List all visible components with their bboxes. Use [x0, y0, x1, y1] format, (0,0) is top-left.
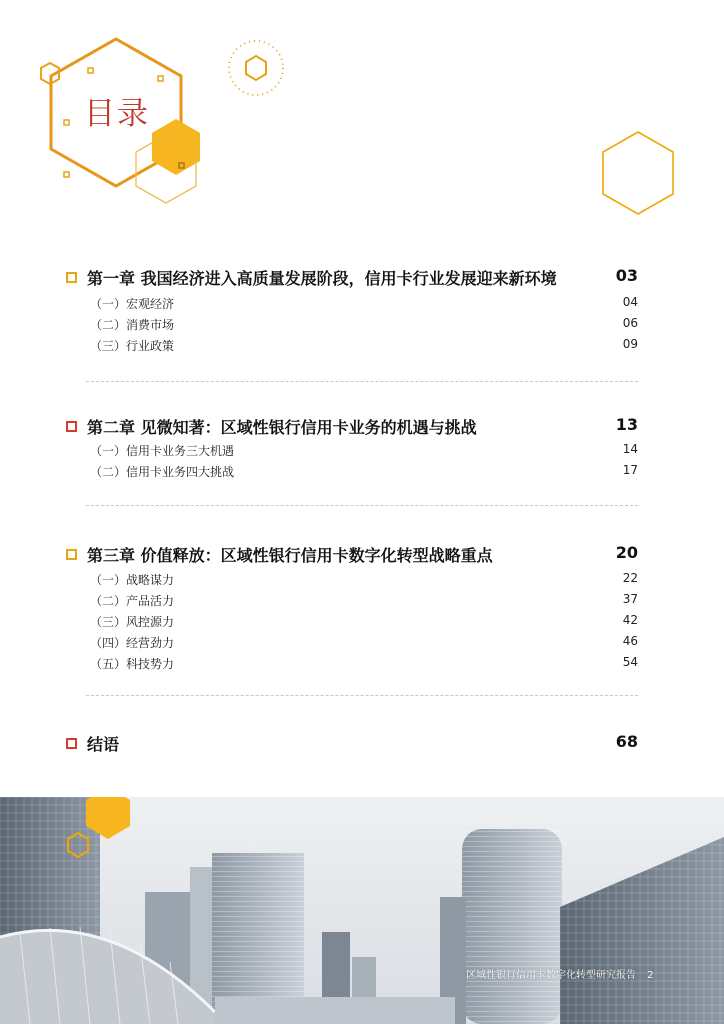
section-page-number: 37 — [622, 592, 638, 606]
section-page-number: 42 — [622, 613, 638, 627]
section-title: （四）经营劲力 — [90, 636, 175, 650]
toc-chapter-1 — [66, 266, 638, 356]
section-page-number: 14 — [622, 442, 638, 456]
hexagon-outline-icon — [603, 132, 673, 214]
toc-section-item[interactable] — [66, 569, 638, 590]
chapter-heading[interactable] — [66, 415, 638, 441]
chapter-title: 第二章 见微知著：区域性银行信用卡业务的机遇与挑战 — [87, 418, 477, 437]
toc-section-item[interactable] — [66, 611, 638, 632]
section-title: （三）风控源力 — [90, 615, 175, 629]
square-bullet-icon — [66, 738, 77, 749]
square-bullet-icon — [64, 172, 69, 177]
section-title: （三）行业政策 — [90, 339, 175, 353]
section-title: （一）信用卡业务三大机遇 — [90, 444, 235, 458]
chapter-page-number: 20 — [615, 543, 638, 562]
section-page-number: 17 — [622, 463, 638, 477]
chapter-heading[interactable] — [66, 543, 638, 569]
section-page-number: 04 — [622, 295, 638, 309]
square-bullet-icon — [158, 76, 163, 81]
chapter-page-number: 13 — [615, 415, 638, 434]
toc-section-item[interactable] — [66, 632, 638, 653]
square-bullet-icon — [66, 272, 77, 283]
hexagon-filled-icon — [152, 119, 200, 175]
toc-section-item[interactable] — [66, 590, 638, 611]
section-divider — [86, 505, 638, 506]
square-bullet-icon — [66, 421, 77, 432]
chapter-page-number: 68 — [615, 732, 638, 751]
hexagon-outline-icon — [246, 56, 266, 80]
city-skyline-image — [0, 797, 724, 1024]
chapter-title: 第一章 我国经济进入高质量发展阶段，信用卡行业发展迎来新环境 — [87, 269, 557, 288]
toc-chapter-3 — [66, 543, 638, 674]
section-page-number: 46 — [622, 634, 638, 648]
square-bullet-icon — [66, 549, 77, 560]
toc-chapter-2 — [66, 415, 638, 482]
section-divider — [86, 695, 638, 696]
chapter-heading[interactable] — [66, 732, 638, 758]
section-title: （二）消费市场 — [90, 318, 175, 332]
section-divider — [86, 381, 638, 382]
section-title: （二）产品活力 — [90, 594, 175, 608]
section-page-number: 22 — [622, 571, 638, 585]
section-page-number: 06 — [622, 316, 638, 330]
toc-section-item[interactable] — [66, 440, 638, 461]
footer-report-name: 区域性银行信用卡数字化转型研究报告 — [466, 970, 636, 981]
section-title: （五）科技势力 — [90, 657, 175, 671]
dotted-circle-icon — [229, 41, 283, 95]
toc-section-item[interactable] — [66, 314, 638, 335]
toc-section-item[interactable] — [66, 293, 638, 314]
toc-section-item[interactable] — [66, 461, 638, 482]
page-footer — [466, 966, 654, 981]
page-title: 目录 — [84, 96, 150, 132]
footer-page-number: 2 — [647, 970, 654, 981]
section-page-number: 09 — [622, 337, 638, 351]
toc-chapter-conclusion — [66, 732, 638, 758]
chapter-page-number: 03 — [615, 266, 638, 285]
chapter-title: 结语 — [87, 735, 120, 754]
toc-section-item[interactable] — [66, 653, 638, 674]
chapter-title: 第三章 价值释放：区域性银行信用卡数字化转型战略重点 — [87, 546, 493, 565]
section-page-number: 54 — [622, 655, 638, 669]
square-bullet-icon — [64, 120, 69, 125]
section-title: （二）信用卡业务四大挑战 — [90, 465, 235, 479]
square-bullet-icon — [88, 68, 93, 73]
chapter-heading[interactable] — [66, 266, 638, 292]
section-title: （一）宏观经济 — [90, 297, 175, 311]
section-title: （一）战略谋力 — [90, 573, 175, 587]
toc-section-item[interactable] — [66, 335, 638, 356]
